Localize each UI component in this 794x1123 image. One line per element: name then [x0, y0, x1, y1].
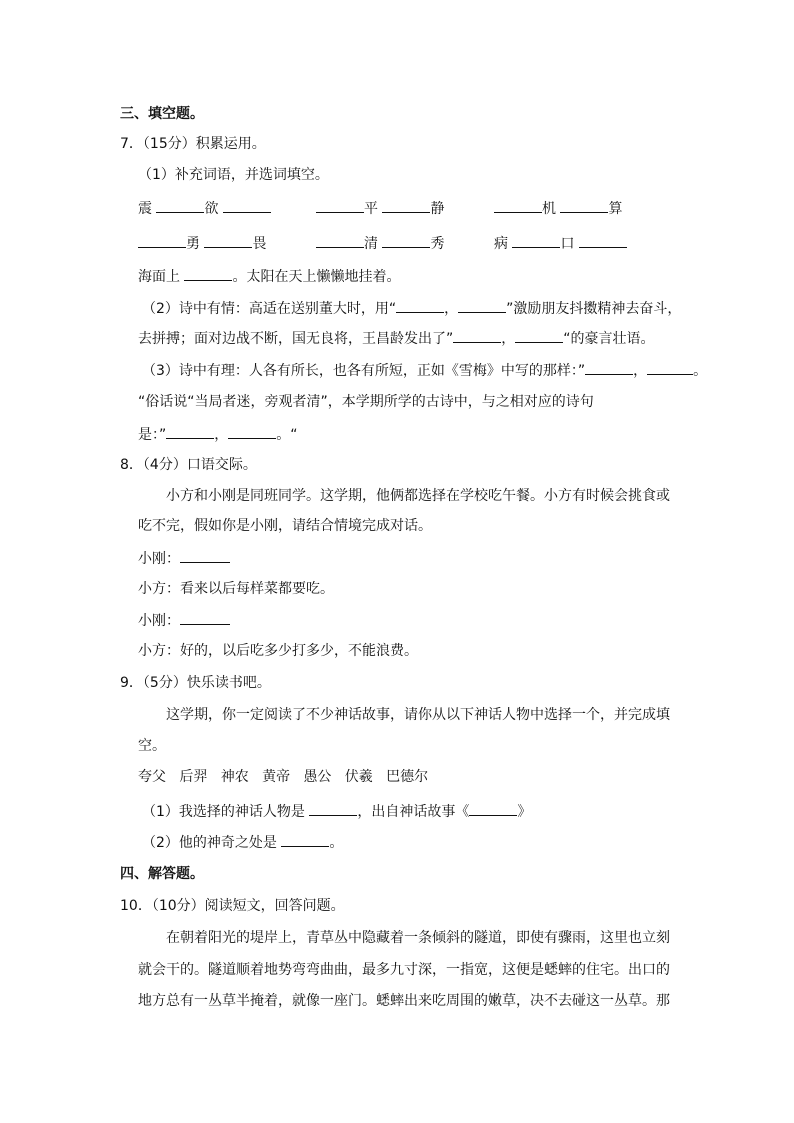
word-char: 静	[430, 201, 445, 217]
myth-blank[interactable]	[469, 801, 517, 816]
poem-blank[interactable]	[396, 298, 444, 313]
text: （2）诗中有情：高适在送别董大时，用“	[142, 301, 397, 317]
word-blank[interactable]	[560, 198, 608, 213]
myth-name: 夸父	[138, 769, 166, 785]
q7-word-row-1	[138, 198, 271, 219]
word-blank[interactable]	[204, 233, 252, 248]
poem-blank[interactable]	[458, 298, 506, 313]
q8-dialogue-2: 小方：看来以后每样菜都要吃。	[138, 581, 334, 597]
q7-word-row-1b	[316, 198, 444, 219]
section-title-answer: 四、解答题。	[120, 866, 204, 882]
text: ”激励朋友抖擞精神去奋斗，	[506, 301, 682, 317]
word-blank[interactable]	[512, 233, 560, 248]
sentence-text: 海面上	[138, 269, 180, 285]
poem-blank[interactable]	[647, 360, 693, 375]
text: 是：”	[138, 427, 167, 443]
poem-blank[interactable]	[228, 424, 276, 439]
q8-dialogue-4: 小方：好的，以后吃多少打多少，不能浪费。	[138, 643, 418, 659]
word-char: 机	[542, 201, 556, 217]
text: ，	[214, 427, 229, 443]
q7-part2-line1	[142, 298, 681, 319]
myth-blank[interactable]	[281, 832, 329, 847]
poem-blank[interactable]	[515, 328, 563, 343]
q7-word-row-1c	[494, 198, 622, 219]
text: 去拼搏；面对边战不断，国无良将，王昌龄发出了”	[138, 331, 454, 347]
poem-blank[interactable]	[585, 360, 633, 375]
poem-blank[interactable]	[453, 328, 501, 343]
text: ，	[444, 301, 459, 317]
question-9-heading: 9．（5分）快乐读书吧。	[120, 675, 271, 691]
word-blank[interactable]	[138, 233, 186, 248]
sentence-blank[interactable]	[184, 266, 232, 281]
word-blank[interactable]	[156, 198, 204, 213]
word-char: 勇	[186, 236, 200, 252]
text: （2）他的神奇之处是	[142, 835, 277, 851]
myth-name: 伏羲	[344, 769, 373, 785]
poem-blank[interactable]	[166, 424, 214, 439]
text: 》	[517, 804, 532, 820]
myth-name: 神农	[220, 769, 249, 785]
myth-name: 后羿	[179, 769, 208, 785]
word-char: 震	[138, 201, 152, 217]
q9-intro-line1: 这学期，你一定阅读了不少神话故事，请你从以下神话人物中选择一个，并完成填	[166, 707, 670, 723]
q7-part3-line1	[142, 360, 707, 381]
q10-passage-line2: 就会干的。隧道顺着地势弯弯曲曲，最多九寸深，一指宽，这便是蟋蟀的住宅。出口的	[138, 962, 670, 978]
q7-word-row-2	[138, 233, 266, 254]
myth-name: 巴德尔	[386, 769, 429, 785]
word-char: 秀	[430, 236, 445, 252]
q7-part3-line3	[138, 424, 298, 445]
q8-dialogue-3	[138, 610, 230, 631]
word-blank[interactable]	[316, 198, 364, 213]
q7-part2-line2	[138, 328, 655, 349]
text: ，	[633, 363, 648, 379]
myth-name: 黄帝	[262, 769, 291, 785]
text: “的豪言壮语。	[563, 331, 655, 347]
word-blank[interactable]	[316, 233, 364, 248]
word-char: 畏	[252, 236, 267, 252]
word-char: 算	[608, 201, 623, 217]
dialogue-blank[interactable]	[180, 548, 230, 563]
q9-sentence-2	[142, 832, 343, 853]
q9-intro-line2: 空。	[138, 738, 166, 754]
q8-intro-line2: 吃不完，假如你是小刚，请结合情境完成对话。	[138, 518, 432, 534]
q7-part1-instruction: （1）补充词语，并选词填空。	[138, 167, 329, 183]
q8-intro-line1: 小方和小刚是同班同学。这学期，他俩都选择在学校吃午餐。小方有时候会挑食或	[166, 488, 670, 504]
text: ，出自神话故事《	[357, 804, 470, 820]
word-blank[interactable]	[223, 198, 271, 213]
word-char: 欲	[204, 201, 219, 217]
text: 。	[693, 363, 708, 379]
speaker-text: 小刚：	[138, 551, 180, 567]
q7-word-row-2c	[494, 233, 627, 254]
myth-blank[interactable]	[309, 801, 357, 816]
text: （3）诗中有理：人各有所长，也各有所短，正如《雪梅》中写的那样：”	[142, 363, 586, 379]
section-title-fill-blank: 三、填空题。	[120, 106, 204, 122]
text: 。“	[276, 427, 298, 443]
sentence-text: 。太阳在天上懒懒地挂着。	[232, 269, 401, 285]
word-blank[interactable]	[382, 233, 430, 248]
q10-passage-line1: 在朝着阳光的堤岸上，青草丛中隐藏着一条倾斜的隧道，即使有骤雨，这里也立刻	[166, 930, 670, 946]
word-blank[interactable]	[494, 198, 542, 213]
q8-dialogue-1	[138, 548, 230, 569]
word-char: 清	[364, 236, 378, 252]
text: ，	[501, 331, 516, 347]
q9-sentence-1	[142, 801, 531, 822]
word-char: 口	[560, 236, 575, 252]
word-char: 平	[364, 201, 378, 217]
text: （1）我选择的神话人物是	[142, 804, 305, 820]
speaker-text: 小刚：	[138, 613, 180, 629]
word-char: 病	[494, 236, 508, 252]
q9-myth-names	[138, 767, 428, 787]
q10-passage-line3: 地方总有一丛草半掩着，就像一座门。蟋蟀出来吃周围的嫩草，决不去碰这一丛草。那	[138, 993, 670, 1009]
word-blank[interactable]	[579, 233, 627, 248]
word-blank[interactable]	[382, 198, 430, 213]
q7-word-row-2b	[316, 233, 444, 254]
question-8-heading: 8．（4分）口语交际。	[120, 457, 257, 473]
question-10-heading: 10．（10分）阅读短文，回答问题。	[120, 898, 345, 914]
text: 。	[329, 835, 344, 851]
question-7-heading: 7．（15分）积累运用。	[120, 136, 266, 152]
q7-sentence-fill	[138, 266, 400, 287]
myth-name: 愚公	[303, 769, 332, 785]
dialogue-blank[interactable]	[180, 610, 230, 625]
q7-part3-line2: “俗话说“当局者迷，旁观者清”，本学期所学的古诗中，与之相对应的诗句	[138, 394, 594, 410]
